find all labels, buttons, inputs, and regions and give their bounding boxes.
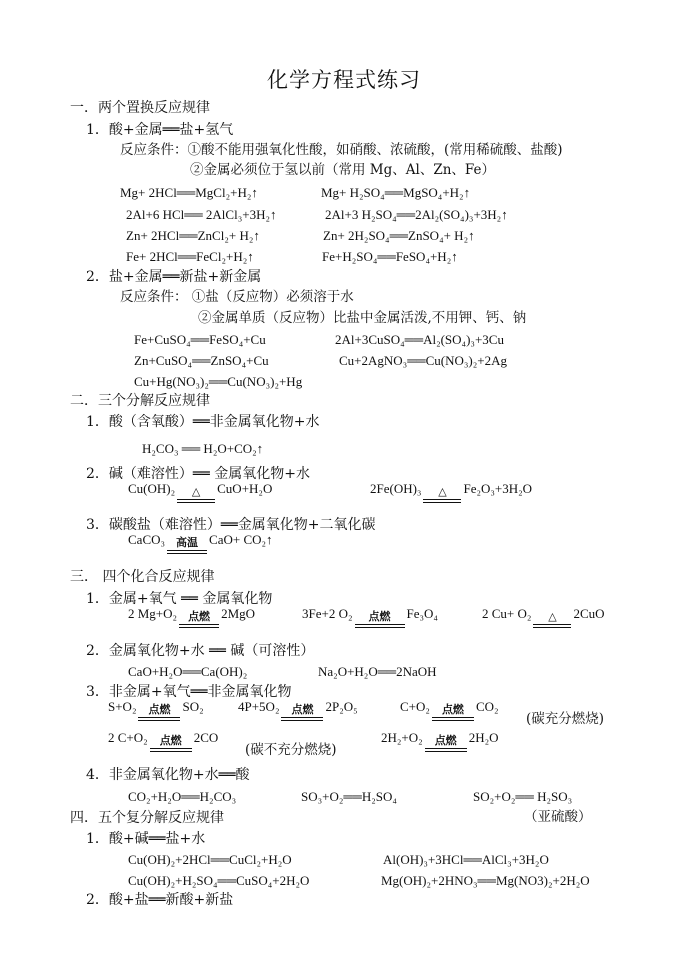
- rule-1-2-condition-2: ②金属单质（反应物）比盐中金属活泼,不用钾、钙、钠: [198, 310, 527, 326]
- equation: CaO+H₂O══Ca(OH)₂: [128, 664, 248, 679]
- equation: 2 Cu+ O₂ △ 2CuO: [482, 607, 605, 628]
- note: (碳不充分燃烧): [245, 742, 337, 758]
- equation: SO₂+O₂══ H₂SO₃: [473, 789, 573, 804]
- equation: H₂CO₃ ══ H₂O+CO₂↑: [142, 441, 264, 456]
- equation: 2 Mg+O₂ 点燃 2MgO: [128, 607, 255, 628]
- rule-3-4-heading: 4．非金属氧化物+水══酸: [86, 767, 250, 783]
- section-3-heading: 三． 四个化合反应规律: [70, 569, 215, 585]
- equation: Mg+ 2HCl══MgCl₂+H₂↑: [120, 185, 258, 200]
- condition-arrow: 点燃: [355, 612, 405, 628]
- equation: Fe+ 2HCl══FeCl₂+H₂↑: [126, 249, 254, 264]
- condition-arrow: 点燃: [281, 705, 323, 721]
- rule-1-2-heading: 2．盐+金属══新盐+新金属: [86, 269, 262, 285]
- rule-1-2-condition-1: 反应条件： ①盐（反应物）必须溶于水: [120, 289, 354, 305]
- rule-3-1-heading: 1．金属+氧气 ══ 金属氧化物: [86, 591, 273, 607]
- condition-arrow: 点燃: [179, 612, 219, 628]
- rule-1-1-condition-2: ②金属必须位于氢以前（常用 Mg、Al、Zn、Fe）: [190, 162, 496, 178]
- rule-2-3-heading: 3．碳酸盐（难溶性）══金属氧化物+二氧化碳: [86, 517, 376, 533]
- heat-symbol: △: [191, 486, 201, 498]
- equation: Cu+2AgNO₃══Cu(NO₃)₂+2Ag: [339, 353, 508, 368]
- equation: Zn+ 2H₂SO₄══ZnSO₄+ H₂↑: [323, 228, 475, 243]
- equation: Cu+Hg(NO₃)₂══Cu(NO₃)₂+Hg: [134, 374, 303, 389]
- equation: Fe+CuSO₄══FeSO₄+Cu: [134, 332, 266, 347]
- equation: Al(OH)₃+3HCl══AlCl₃+3H₂O: [383, 852, 549, 867]
- equation: S+O₂ 点燃 SO₂: [108, 700, 204, 721]
- equation: CaCO₃ 高温 CaO+ CO₂↑: [128, 533, 273, 554]
- equation: 2Al+6 HCl══ 2AlCl₃+3H₂↑: [126, 207, 277, 222]
- rule-4-1-heading: 1．酸+碱══盐+水: [86, 831, 206, 847]
- section-1-heading: 一．两个置换反应规律: [70, 100, 210, 116]
- equation: Fe+H₂SO₄══FeSO₄+H₂↑: [322, 249, 458, 264]
- equation: 2 C+O₂ 点燃 2CO: [108, 731, 218, 752]
- heat-symbol: △: [548, 611, 557, 623]
- equation: C+O₂ 点燃 CO₂: [400, 700, 499, 721]
- rule-1-1-heading: 1．酸+金属══盐+氢气: [86, 122, 234, 138]
- rule-2-1-heading: 1．酸（含氧酸）══非金属氧化物+水: [86, 414, 320, 430]
- equation: Cu(OH)₂+2HCl══CuCl₂+H₂O: [128, 852, 292, 867]
- condition-arrow: 点燃: [150, 736, 192, 752]
- equation: 3Fe+2 O₂ 点燃 Fe₃O₄: [302, 607, 438, 628]
- rule-2-2-heading: 2．碱（难溶性）══ 金属氧化物+水: [86, 466, 310, 482]
- section-2-heading: 二．三个分解反应规律: [70, 393, 210, 409]
- equation: Cu(OH)₂+H₂SO₄══CuSO₄+2H₂O: [128, 873, 310, 888]
- rule-1-1-condition-1: 反应条件：①酸不能用强氧化性酸，如硝酸、浓硫酸，(常用稀硫酸、盐酸): [120, 142, 563, 158]
- rule-3-3-heading: 3．非金属+氧气══非金属氧化物: [86, 684, 292, 700]
- page-title: 化学方程式练习: [267, 68, 421, 92]
- rule-4-2-heading: 2．酸+盐══新酸+新盐: [86, 892, 234, 908]
- condition-arrow: 点燃: [138, 705, 180, 721]
- section-4-heading: 四．五个复分解反应规律: [70, 810, 224, 826]
- condition-arrow: [423, 487, 461, 503]
- equation: 2Al+3 H₂SO₄══2Al₂(SO₄)₃+3H₂↑: [325, 207, 508, 222]
- equation: CO₂+H₂O══H₂CO₃: [128, 789, 237, 804]
- equation: 2Fe(OH)₃ △ Fe₂O₃+3H₂O: [370, 482, 532, 503]
- condition-arrow: 点燃: [425, 736, 467, 752]
- note: （亚硫酸）: [524, 809, 592, 825]
- heat-symbol: △: [438, 486, 447, 498]
- equation: Mg+ H₂SO₄══MgSO₄+H₂↑: [321, 185, 471, 200]
- equation: Zn+CuSO₄══ZnSO₄+Cu: [134, 353, 269, 368]
- equation: 4P+5O₂ 点燃 2P₂O₅: [238, 700, 358, 721]
- note: (碳充分燃烧): [526, 711, 605, 727]
- rule-3-2-heading: 2．金属氧化物+水 ══ 碱（可溶性）: [86, 643, 315, 659]
- condition-arrow: [533, 612, 571, 628]
- equation: Na₂O+H₂O══2NaOH: [318, 664, 437, 679]
- equation: Mg(OH)₂+2HNO₃══Mg(NO3)₂+2H₂O: [381, 873, 590, 888]
- equation: 2Al+3CuSO₄══Al₂(SO₄)₃+3Cu: [335, 332, 504, 347]
- equation: 2H₂+O₂ 点燃 2H₂O: [381, 731, 499, 752]
- equation: Zn+ 2HCl══ZnCl₂+ H₂↑: [126, 228, 260, 243]
- equation: SO₃+O₂══H₂SO₄: [301, 789, 397, 804]
- condition-arrow: [177, 487, 215, 503]
- condition-arrow: 点燃: [432, 705, 474, 721]
- equation: Cu(OH)₂ △ CuO+H₂O: [128, 482, 272, 503]
- condition-arrow: 高温: [167, 538, 207, 554]
